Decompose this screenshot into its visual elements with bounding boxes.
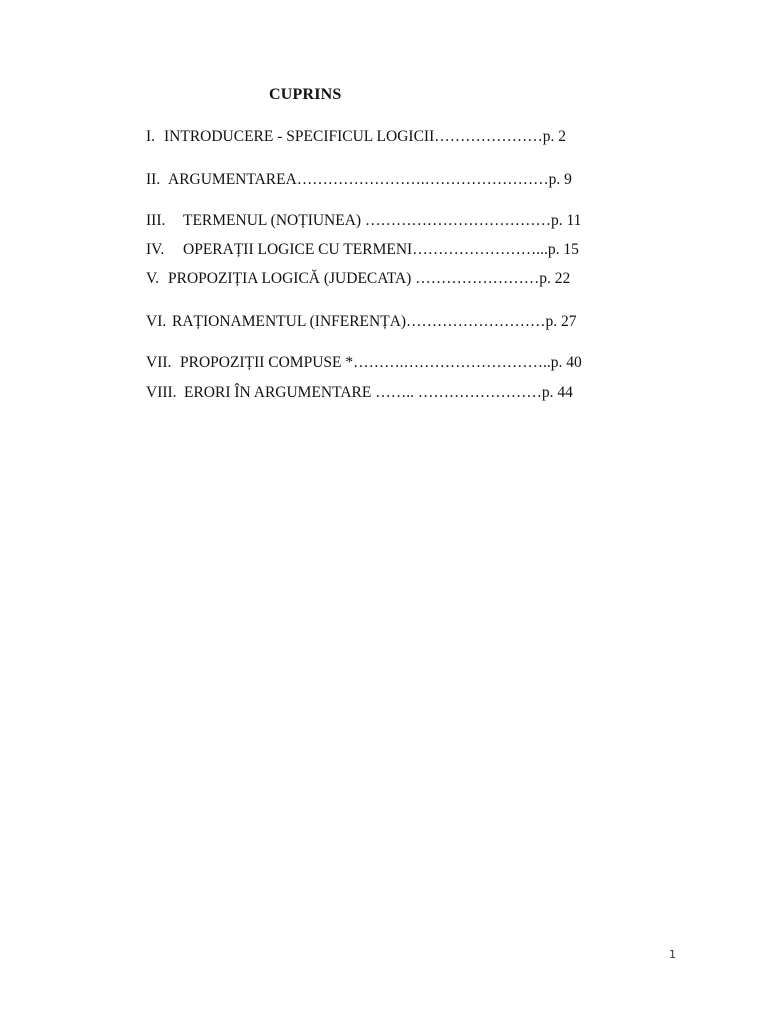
toc-entry-title: INTRODUCERE - SPECIFICUL LOGICII <box>164 128 435 145</box>
toc-entry-7 <box>146 354 582 372</box>
toc-entry-5 <box>146 270 570 288</box>
toc-entry-1 <box>146 128 566 146</box>
toc-entry-title: PROPOZIȚII COMPUSE * <box>180 354 354 371</box>
toc-entry-leader: …….. …………………… <box>371 384 542 401</box>
toc-entry-number: IV. <box>146 241 165 258</box>
toc-entry-8 <box>146 384 573 402</box>
toc-entry-title: RAȚIONAMENTUL (INFERENȚA) <box>172 313 407 330</box>
toc-entry-2 <box>146 171 572 189</box>
toc-entry-4 <box>146 241 579 259</box>
toc-entry-title: OPERAȚII LOGICE CU TERMENI <box>183 241 413 258</box>
toc-entry-page: p. 11 <box>550 212 582 229</box>
toc-entry-leader: ……………………………… <box>361 212 551 229</box>
toc-entry-page: p. 27 <box>545 313 577 330</box>
toc-entry-leader: …………………….…………………… <box>296 171 549 188</box>
toc-entry-title: PROPOZIȚIA LOGICĂ (JUDECATA) <box>168 270 412 287</box>
toc-entry-leader: …………………… <box>411 270 540 287</box>
toc-entry-number: VIII. <box>146 384 177 401</box>
toc-entry-page: p. 40 <box>550 354 582 371</box>
toc-entry-leader: ……………………… <box>406 313 546 330</box>
toc-entry-number: VII. <box>146 354 172 371</box>
toc-entry-title: ARGUMENTAREA <box>168 171 297 188</box>
toc-entry-number: VI. <box>146 313 167 330</box>
toc-entry-3 <box>146 212 581 230</box>
toc-entry-number: I. <box>146 128 156 145</box>
toc-entry-number: II. <box>146 171 161 188</box>
toc-entry-title: TERMENUL (NOȚIUNEA) <box>183 212 362 229</box>
toc-entry-page: p. 44 <box>541 384 573 401</box>
toc-entry-leader: ………………… <box>434 128 543 145</box>
toc-entry-title: ERORI ÎN ARGUMENTARE <box>184 384 372 401</box>
toc-heading: CUPRINS <box>269 86 342 103</box>
footer-page-number: 1 <box>669 948 676 961</box>
toc-entry-page: p. 15 <box>547 241 579 258</box>
toc-entry-page: p. 22 <box>539 270 571 287</box>
toc-entry-number: III. <box>146 212 166 229</box>
toc-entry-page: p. 2 <box>542 128 566 145</box>
toc-entry-leader: ……………………... <box>412 241 548 258</box>
toc-entry-leader: ……….……………………….. <box>353 354 551 371</box>
toc-entry-page: p. 9 <box>548 171 572 188</box>
toc-entry-number: V. <box>146 270 160 287</box>
toc-entry-6 <box>146 313 577 331</box>
